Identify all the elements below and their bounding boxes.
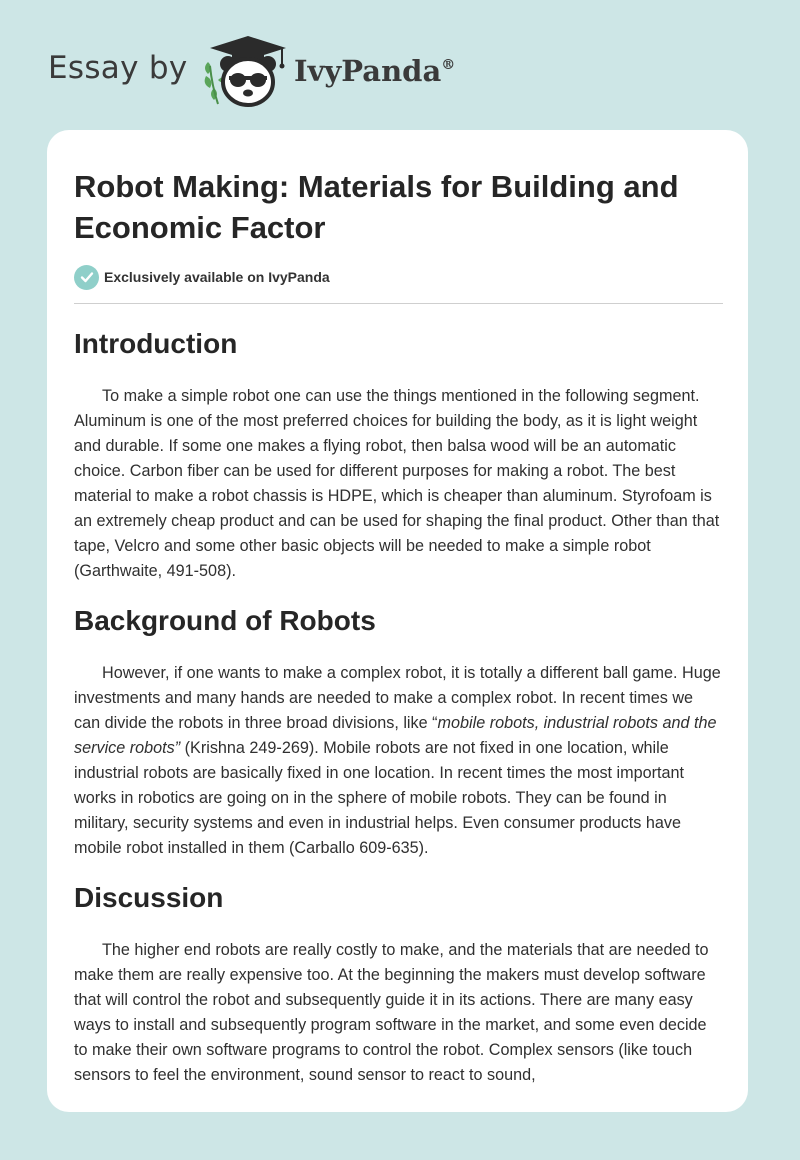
section-text-background: However, if one wants to make a complex robot, it is totally a different ball game. Huge investments and many hands are needed to make a complex robot. In recent times we can divide the robots in three broad divisions, like “mobile robots, industrial robots and the service robots” (Krishna 249-269). Mobile robots are not fixed in one location, while industrial robots are basically fixed in one location. In recent times the most important works in robotics are going on in the sphere of mobile robots. They can be found in military, security systems and even in industrial helps. Even consumer products have mobile robot installed in them (Carballo 609-635). (74, 664, 721, 857)
registered-mark: ® (441, 57, 456, 73)
essay-by-label: Essay by (48, 50, 188, 86)
site-header (0, 0, 800, 130)
section-heading-background: Background of Robots (74, 605, 376, 636)
divider (74, 303, 723, 304)
badge-text: Exclusively available on IvyPanda (104, 269, 330, 285)
section-text-introduction: To make a simple robot one can use the things mentioned in the following segment. Aluminum is one of the most preferred choices for building the body, as it is light weight and durable. If some one makes a flying robot, then balsa wood will be an automatic choice. Carbon fiber can be used for different purposes for making a robot. The best material to make a robot chassis is HDPE, which is cheaper than aluminum. Styrofoam is an extremely cheap product and can be used for shaping the final product. Other than that tape, Velcro and some other basic objects will be needed to make a simple robot (Garthwaite, 491-508). (74, 387, 720, 580)
brand-name[interactable]: IvyPanda® (294, 54, 456, 88)
article-title: Robot Making: Materials for Building and Economic Factor (74, 169, 679, 245)
article-card (47, 130, 748, 1112)
check-icon (74, 265, 99, 290)
panda-logo-icon[interactable] (198, 30, 298, 110)
section-text-discussion: The higher end robots are really costly to make, and the materials that are needed to make them are really expensive too. At the beginning the makers must develop software that will control the robot and subsequently guide it in its actions. There are many easy ways to install and subsequently program software in the market, and some even decide to make their own software programs to control the robot. Complex sensors (like touch sensors to feel the environment, sound sensor to react to sound, (74, 941, 709, 1084)
exclusive-badge (74, 264, 330, 290)
section-heading-discussion: Discussion (74, 882, 224, 913)
italic-quote: mobile robots, industrial robots and the service robots” (74, 714, 717, 757)
section-heading-introduction: Introduction (74, 328, 238, 359)
